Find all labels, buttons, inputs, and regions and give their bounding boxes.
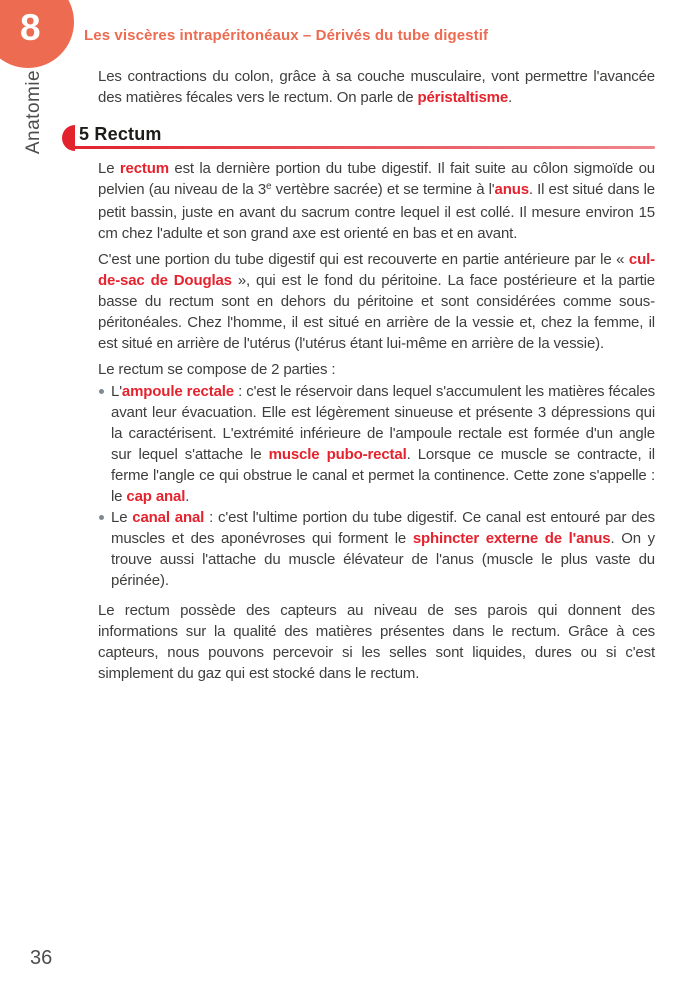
list-item-text: Le canal anal : c'est l'ultime portion du tube digestif. Ce canal est entouré par des muscles et des aponévroses qui forment le sphincter externe de l'anus. On y trouve aussi l'attache du muscle élévateur de l'anus (muscle le plus vaste du périnée). bbox=[111, 509, 655, 589]
page-content bbox=[62, 58, 655, 684]
chapter-number: 8 bbox=[20, 7, 41, 48]
chapter-title: Les viscères intrapéritonéaux – Dérivés du tube digestif bbox=[84, 27, 489, 44]
margin-section-label: Anatomie bbox=[23, 69, 44, 155]
list-intro-paragraph: Le rectum se compose de 2 parties : bbox=[98, 361, 336, 378]
section-heading-title bbox=[79, 124, 162, 145]
section-title: Rectum bbox=[94, 124, 162, 144]
page-number: 36 bbox=[30, 947, 53, 969]
section-heading bbox=[62, 124, 655, 151]
paragraph-peritoine: C'est une portion du tube digestif qui est recouverte en partie antérieure par le « cul-de-sac de Douglas », qui est le fond du péritoine. La face postérieure et la partie basse du rectum sont en dehors du péritoine et sont considérées comme sous-péritonéales. Chez l'homme, il est situé en arrière de la vessie et, chez la femme, il est situé en arrière de l'utérus (l'utérus étant lui-même en arrière de la vessie). bbox=[98, 251, 655, 352]
section-number: 5 bbox=[79, 124, 90, 144]
bullet-list bbox=[98, 381, 655, 591]
list-item bbox=[98, 507, 655, 591]
paragraph-rectum-definition: Le rectum est la dernière portion du tube digestif. Il fait suite au côlon sigmoïde ou pelvien (au niveau de la 3e vertèbre sacrée) et se termine à l'anus. Il est situé dans le petit bassin, juste en avant du sacrum contre lequel il est collé. Il mesure environ 15 cm chez l'adulte et son grand axe est orienté en bas et en avant. bbox=[98, 160, 655, 242]
list-item-text: L'ampoule rectale : c'est le réservoir dans lequel s'accumulent les matières fécales avant leur évacuation. Elle est légèrement sinueuse et présente 3 dépressions qui la caractérisent. L'extrémité inférieure de l'ampoule rectale est formée d'un angle sur lequel s'attache le muscle pubo-rectal. Lorsque ce muscle se contracte, il ferme l'angle ce qui obstrue le canal et permet la continence. Cette zone s'appelle : le cap anal. bbox=[111, 383, 655, 505]
outro-paragraph: Le rectum possède des capteurs au niveau de ses parois qui donnent des informations sur la qualité des matières présentes dans le rectum. Grâce à ces capteurs, nous pouvons percevoir si les selles sont liquides, dures ou si c'est simplement du gaz qui est stocké dans le rectum. bbox=[98, 602, 655, 682]
intro-paragraph: Les contractions du colon, grâce à sa couche musculaire, vont permettre l'avancée des matières fécales vers le rectum. On parle de péristaltisme. bbox=[98, 68, 655, 106]
bullet-dot-icon bbox=[99, 389, 104, 394]
section-heading-rule bbox=[73, 146, 655, 149]
bullet-dot-icon bbox=[99, 515, 104, 520]
list-item bbox=[98, 381, 655, 507]
